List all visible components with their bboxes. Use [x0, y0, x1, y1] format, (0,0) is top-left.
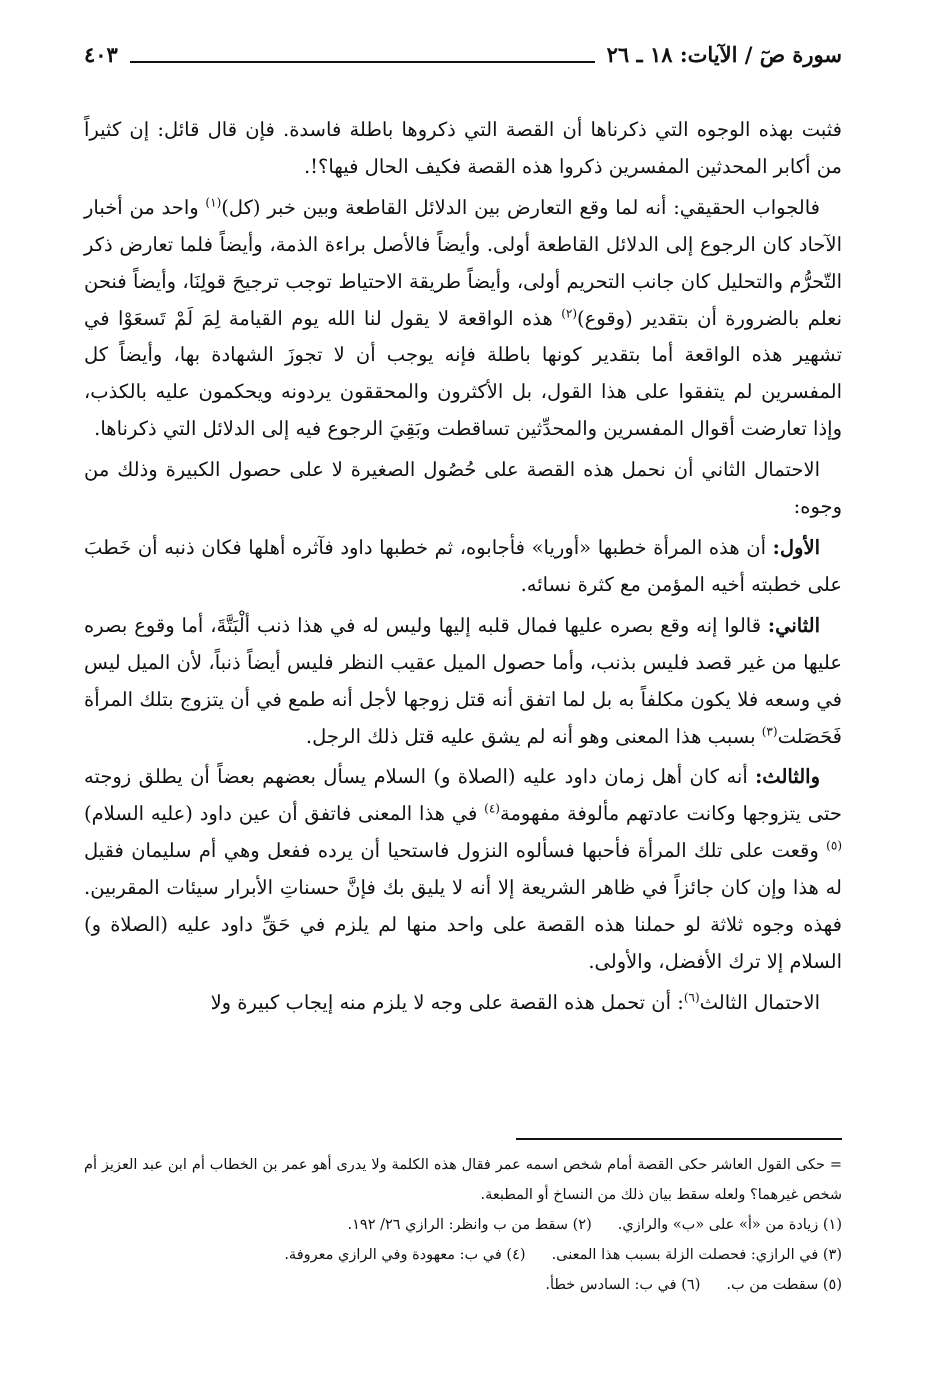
- second-label: الثاني:: [767, 613, 820, 637]
- paragraph-1: فثبت بهذه الوجوه التي ذكرناها أن القصة التي ذكروها باطلة فاسدة. فإن قال قائل: إن كثيراً من أكابر المحدثين المفسرين ذكروا هذه القصة فكيف الحال فيها؟!.: [84, 118, 842, 178]
- page-header: [84, 40, 842, 68]
- text-segment: قالوا إنه وقع بصره عليها فمال قلبه إليها وليس له في هذا ذنب ألْبَتَّةَ، أما وقوع بصره عليها من غير قصد فليس بذنب، وأما حصول الميل عقيب النظر فليس أيضاً ذنباً، لأن الميل ليس في وسعه فلا يكون مكلفاً به بل لما اتفق أنه قتل زوجها لأجل أنه طمع في أن يتزوج بتلك المرأة فَحَصَلت: [84, 613, 842, 748]
- first-label: الأول:: [772, 535, 820, 559]
- footnote-1: (١) زيادة من «أ» على «ب» والرازي.: [617, 1217, 842, 1233]
- text-segment: أنه كان أهل زمان داود عليه (الصلاة و) السلام يسأل بعضهم بعضاً أن يطلق زوجته حتى يتزوجها وكانت عادتهم مألوفة مفهومة: [84, 765, 842, 826]
- paragraph-second: [84, 608, 842, 756]
- footnote-row: [84, 1210, 842, 1240]
- footnote-ref-1: (١): [205, 195, 222, 210]
- footnote-ref-6: (٦): [683, 990, 700, 1005]
- text-segment: أن هذه المرأة خطبها «أوريا» فأجابوه، ثم خطبها داود فآثره أهلها فكان ذنبه أن خَطبَ على خطبته أخيه المؤمن مع كثرة نسائه.: [84, 535, 842, 596]
- footnote-5: (٥) سقطت من ب.: [726, 1277, 842, 1293]
- third-label: والثالث:: [755, 765, 820, 789]
- text-segment: هذه الواقعة لا يقول لنا الله يوم القيامة لِمَ لَمْ تَسعَوْا في تشهير هذه الواقعة أما بتقدير كونها باطلة فإنه يوجب أن لا تجوزَ الشهادة بها، وأيضاً كل المفسرين لم يتفقوا على هذا القول، بل الأكثرون والمحققون يردونه ويحكمون عليه بالكذب، وإذا تعارضت أقوال المفسرين والمحدِّثين تساقطت وبَقِيَ الرجوع فيه إلى الدلائل التي ذكرناها.: [84, 306, 842, 441]
- text-segment: : أن تحمل هذه القصة على وجه لا يلزم منه إيجاب كبيرة ولا: [210, 990, 684, 1014]
- text-segment: فالجواب الحقيقي: أنه لما وقع التعارض بين الدلائل القاطعة وبين خبر (كل): [221, 195, 820, 219]
- text-segment: وقعت على تلك المرأة فأحبها فسألوه النزول فاستحيا أن يرده ففعل وهي أم سليمان فقيل له هذا وإن كان جائزاً في ظاهر الشريعة إلا أنه لا يليق بك فإنَّ حسناتِ الأبرار سيئات المقربين. فهذه وجوه ثلاثة لو حملنا هذه القصة على واحد منها لم يلزم في حَقِّ داود عليه (الصلاة و) السلام إلا ترك الأفضل، والأولى.: [84, 839, 842, 973]
- footnote-ref-5: (٥): [826, 838, 842, 853]
- text-segment: بسبب هذا المعنى وهو أنه لم يشق عليه قتل ذلك الرجل.: [305, 724, 762, 748]
- footnote-6: (٦) في ب: السادس خطأ.: [545, 1277, 701, 1293]
- paragraph-3: الاحتمال الثاني أن نحمل هذه القصة على حُصُول الصغيرة لا على حصول الكبيرة وذلك من وجوه:: [84, 458, 842, 519]
- paragraph-first: [84, 530, 842, 604]
- footnote-separator: [516, 1138, 842, 1140]
- text-segment: واحد من أخبار الآحاد كان الرجوع إلى الدلائل القاطعة أولى. وأيضاً فالأصل براءة الذمة، وأيضاً فلما تعارض ذكر التّحرُّم والتحليل كان جانب التحريم أولى، وأيضاً طريقة الاحتياط توجب ترجيحَ قولِنَا، وأيضاً فنحن نعلم بالضرورة أن بتقدير (وقوع): [84, 195, 842, 330]
- header-rule: [130, 61, 595, 63]
- page-number: ٤٠٣: [84, 41, 118, 67]
- footnote-ref-3: (٣): [761, 724, 778, 738]
- paragraph-2: [84, 190, 842, 448]
- footnote-3: (٣) في الرازي: فحصلت الزلة بسبب هذا المعنى.: [551, 1247, 842, 1263]
- footnote-row: [84, 1270, 842, 1300]
- main-text: [84, 112, 842, 1026]
- text-segment: الاحتمال الثالث: [699, 990, 820, 1014]
- text-segment: في هذا المعنى فاتفق أن عين داود (عليه السلام): [84, 802, 485, 826]
- footnotes: [84, 1150, 842, 1300]
- footnote-ref-2: (٢): [561, 306, 578, 321]
- footnote-continuation: = حكى القول العاشر حكى القصة أمام شخص اسمه عمر فقال هذه الكلمة ولا يدرى أهو عمر بن الخطاب أم ابن عبد العزيز أم شخص غيرهما؟ ولعله سقط بيان ذلك من النساخ أو المطبعة.: [84, 1157, 842, 1203]
- footnote-2: (٢) سقط من ب وانظر: الرازي ٢٦/ ١٩٢.: [347, 1217, 592, 1233]
- paragraph-last: [84, 985, 842, 1022]
- footnote-ref-4: (٤): [484, 801, 500, 816]
- running-title: سورة صٓ / الآيات: ١٨ ـ ٢٦: [606, 41, 842, 67]
- footnote-4: (٤) في ب: معهودة وفي الرازي معروفة.: [284, 1247, 526, 1263]
- footnote-row: [84, 1240, 842, 1270]
- paragraph-third: [84, 759, 842, 980]
